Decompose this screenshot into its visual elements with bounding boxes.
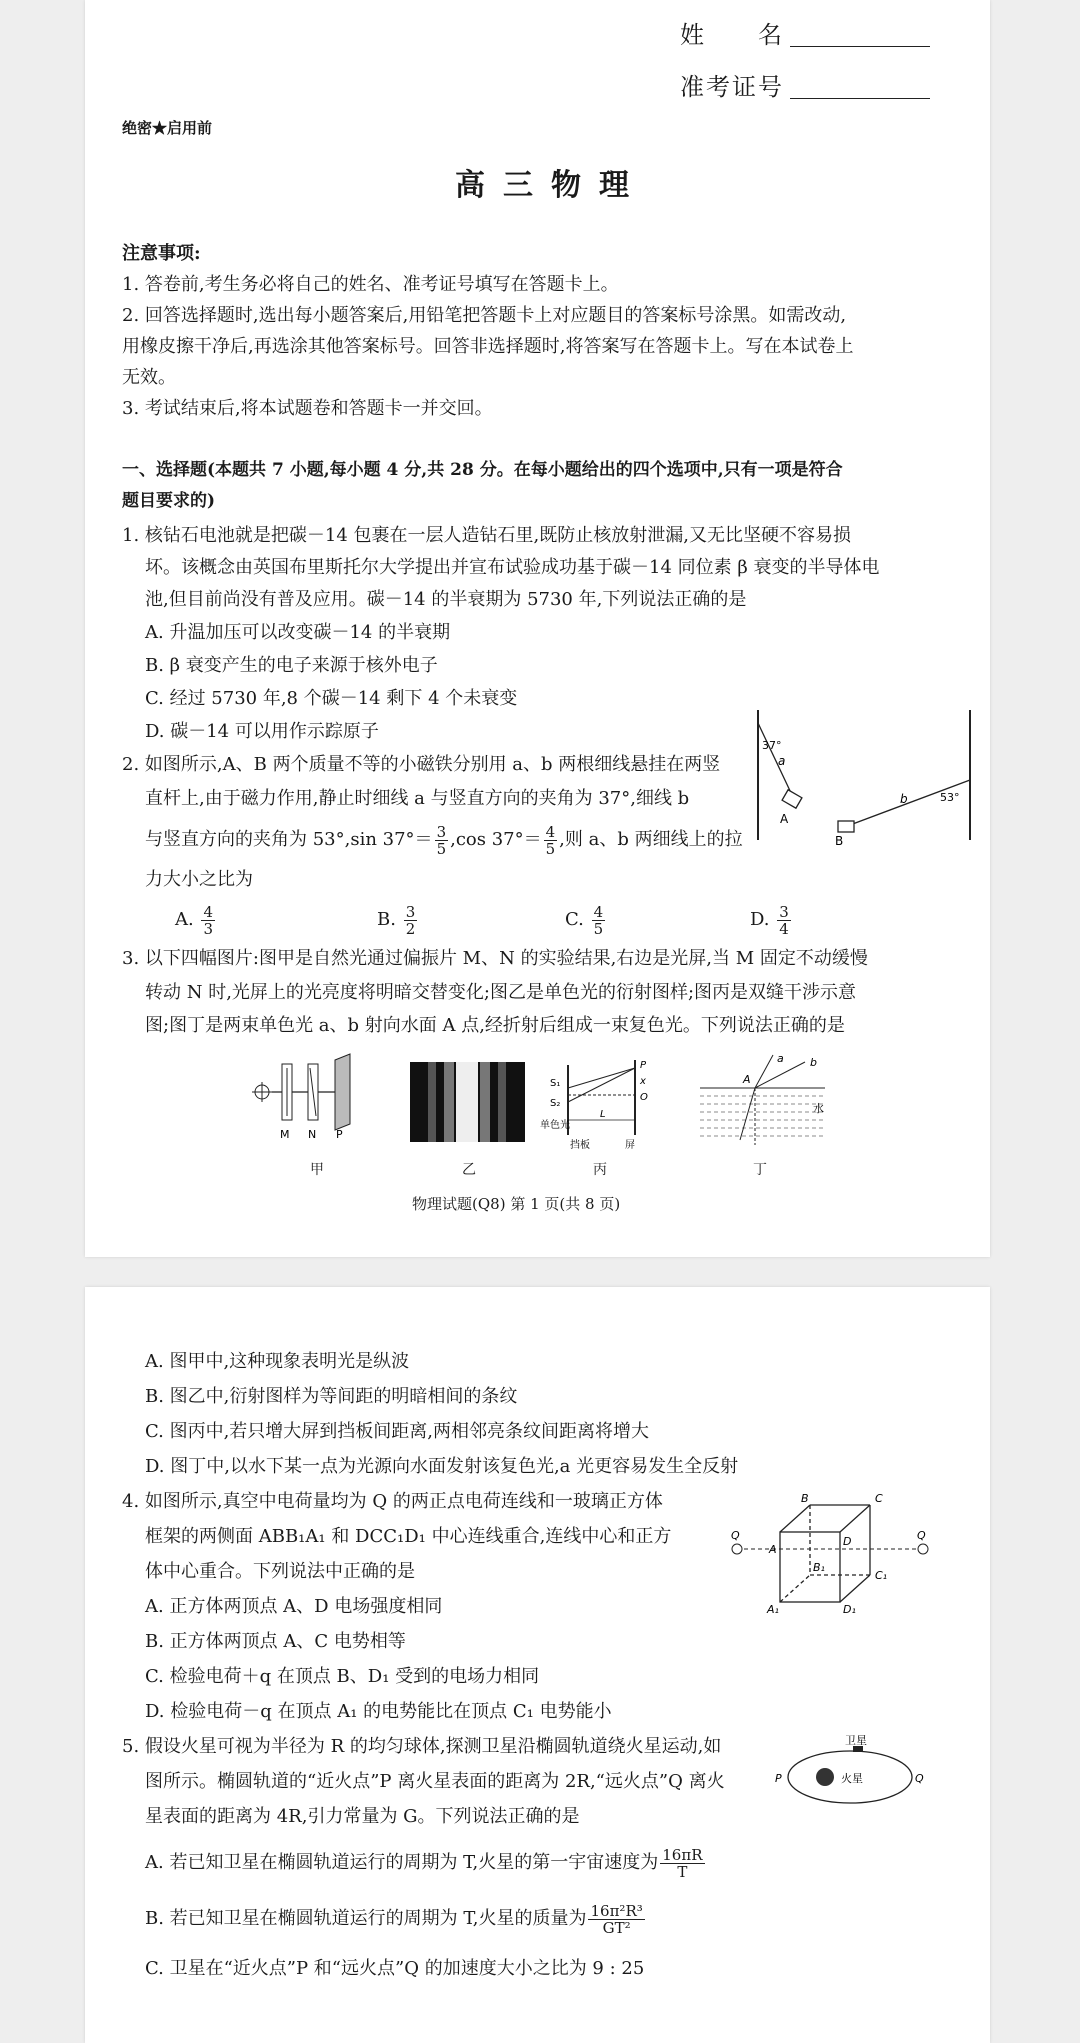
- q2-line4: 力大小之比为: [145, 869, 253, 890]
- svg-text:a: a: [777, 1052, 784, 1065]
- svg-text:D: D: [843, 1535, 852, 1548]
- svg-text:B: B: [801, 1492, 809, 1505]
- q3-line3: 图;图丁是两束单色光 a、b 射向水面 A 点,经折射后组成一束复色光。下列说法正确的是: [145, 1015, 845, 1036]
- water-body: [700, 1096, 825, 1136]
- q4-option-c: C. 检验电荷＋q 在顶点 B、D₁ 受到的电场力相同: [145, 1666, 540, 1687]
- name-label: 姓 名: [680, 21, 784, 49]
- q3-option-d: D. 图丁中,以水下某一点为光源向水面发射该复色光,a 光更容易发生全反射: [145, 1456, 739, 1477]
- label-a: a: [778, 754, 786, 768]
- svg-text:Q: Q: [917, 1529, 926, 1542]
- svg-text:水: 水: [813, 1102, 824, 1115]
- q2-option-c: C. $\frac{4}{5}$: [565, 902, 604, 938]
- svg-text:O: O: [640, 1092, 648, 1103]
- note-2-line1: 2. 回答选择题时,选出每小题答案后,用铅笔把答题卡上对应题目的答案标号涂黑。如需改动,: [122, 305, 847, 326]
- id-label: 准考证号: [680, 73, 784, 101]
- magnet-a: [782, 790, 802, 808]
- id-blank[interactable]: [790, 74, 930, 99]
- q3-figure-yi: [410, 1062, 525, 1142]
- q1-option-b: B. β 衰变产生的电子来源于核外电子: [145, 655, 438, 676]
- mars-icon: [816, 1768, 834, 1786]
- q3-option-a: A. 图甲中,这种现象表明光是纵波: [145, 1351, 410, 1372]
- q3-line1: 3. 以下四幅图片:图甲是自然光通过偏振片 M、N 的实验结果,右边是光屏,当 M 固定不动缓慢: [122, 948, 868, 969]
- name-field-row: [680, 22, 930, 47]
- page-footer: 物理试题(Q8) 第 1 页(共 8 页): [412, 1195, 621, 1213]
- fig-label-bing: 丙: [593, 1162, 607, 1178]
- q5-option-a: A. 若已知卫星在椭圆轨道运行的周期为 T,火星的第一宇宙速度为 $\frac{16\pi R}{T}$: [145, 1845, 703, 1881]
- svg-text:b: b: [810, 1056, 817, 1069]
- svg-text:L: L: [600, 1109, 606, 1120]
- cube: [780, 1505, 870, 1602]
- q2-option-b: B. $\frac{3}{2}$: [377, 902, 416, 938]
- q3-figure-jia: [250, 1050, 365, 1155]
- q1-line2: 坏。该概念由英国布里斯托尔大学提出并宣布试验成功基于碳－14 同位素 β 衰变的半导体电: [145, 557, 880, 578]
- q3-option-b: B. 图乙中,衍射图样为等间距的明暗相间的条纹: [145, 1386, 518, 1407]
- label-b: b: [900, 792, 908, 806]
- q1-option-a: A. 升温加压可以改变碳－14 的半衰期: [145, 622, 451, 643]
- q1-option-c: C. 经过 5730 年,8 个碳－14 剩下 4 个未衰变: [145, 688, 518, 709]
- section1-line1: 一、选择题(本题共 7 小题,每小题 4 分,共 28 分。在每小题给出的四个选项中,只有一项是符合: [122, 460, 843, 480]
- fig-label-ding: 丁: [753, 1162, 767, 1178]
- q1-line1: 1. 核钻石电池就是把碳－14 包裹在一层人造钻石里,既防止核放射泄漏,又无比坚硬不容易损: [122, 525, 851, 546]
- q4-cube-figure: [725, 1487, 935, 1617]
- label-A: A: [780, 812, 789, 826]
- svg-text:x: x: [640, 1076, 646, 1087]
- svg-text:挡板: 挡板: [570, 1140, 590, 1151]
- angle-a-label: 37°: [762, 739, 782, 752]
- q4-option-a: A. 正方体两顶点 A、D 电场强度相同: [145, 1596, 443, 1617]
- q4-option-b: B. 正方体两顶点 A、C 电势相等: [145, 1631, 406, 1652]
- q2-figure: [740, 705, 980, 845]
- svg-text:单色光: 单色光: [540, 1120, 570, 1131]
- svg-text:A: A: [769, 1543, 777, 1556]
- svg-text:C: C: [875, 1492, 883, 1505]
- q5-option-b: B. 若已知卫星在椭圆轨道运行的周期为 T,火星的质量为 $\frac{\text{16π²R³}}{\text{GT²}}$: [145, 1901, 643, 1937]
- q2-option-d: D. $\frac{3}{4}$: [750, 902, 789, 938]
- svg-text:S₁: S₁: [550, 1078, 561, 1089]
- note-2-line3: 无效。: [122, 367, 176, 388]
- q4-line2: 框架的两侧面 ABB₁A₁ 和 DCC₁D₁ 中心连线重合,连线中心和正方: [145, 1526, 672, 1547]
- fig-label-yi: 乙: [462, 1162, 476, 1178]
- q5-option-c: C. 卫星在“近火点”P 和“远火点”Q 的加速度大小之比为 9 : 25: [145, 1958, 645, 1979]
- svg-text:火星: 火星: [841, 1772, 863, 1785]
- q1-option-d: D. 碳－14 可以用作示踪原子: [145, 721, 379, 742]
- notes-heading: 注意事项:: [122, 243, 201, 264]
- label-B: B: [835, 834, 844, 845]
- svg-text:P: P: [640, 1060, 647, 1071]
- thread-a: [758, 723, 792, 795]
- q3-figure-ding: [695, 1050, 835, 1155]
- id-field-row: [680, 74, 930, 99]
- svg-text:C₁: C₁: [875, 1569, 888, 1582]
- q2-option-a: A. $\frac{4}{3}$: [175, 902, 214, 938]
- svg-text:B₁: B₁: [813, 1561, 825, 1574]
- screen-p: [335, 1054, 350, 1130]
- svg-text:A₁: A₁: [767, 1603, 779, 1616]
- q2-line2: 直杆上,由于磁力作用,静止时细线 a 与竖直方向的夹角为 37°,细线 b: [145, 788, 690, 809]
- q2-line1: 2. 如图所示,A、B 两个质量不等的小磁铁分别用 a、b 两根细线悬挂在两竖: [122, 754, 721, 775]
- q4-line1: 4. 如图所示,真空中电荷量均为 Q 的两正点电荷连线和一玻璃正方体: [122, 1491, 663, 1512]
- page-title: 高三物理: [455, 168, 647, 203]
- svg-text:Q: Q: [731, 1529, 740, 1542]
- note-3: 3. 考试结束后,将本试题卷和答题卡一并交回。: [122, 398, 493, 419]
- exam-page-1: [85, 0, 990, 1257]
- q5-line3: 星表面的距离为 4R,引力常量为 G。下列说法正确的是: [145, 1806, 580, 1827]
- q5-orbit-figure: [775, 1732, 925, 1812]
- q2-frac-sin: $\frac{3}{5}$: [436, 822, 447, 858]
- q1-line3: 池,但目前尚没有普及应用。碳－14 的半衰期为 5730 年,下列说法正确的是: [145, 589, 747, 610]
- q3-figure-bing: [540, 1050, 660, 1155]
- angle-b-label: 53°: [940, 791, 960, 804]
- svg-text:P: P: [775, 1772, 782, 1785]
- q2-line3: 与竖直方向的夹角为 53°,sin 37°＝ $\frac{3}{5}$ ,cos 37°＝ $\frac{4}{5}$ ,则 a、b 两细线上的拉: [145, 822, 743, 858]
- magnet-b: [838, 821, 854, 832]
- svg-text:A: A: [743, 1073, 751, 1086]
- svg-text:P: P: [336, 1128, 343, 1141]
- exam-page-2: [85, 1287, 990, 2043]
- svg-text:S₂: S₂: [550, 1098, 561, 1109]
- q2-frac-cos: $\frac{4}{5}$: [545, 822, 556, 858]
- charge-left: [732, 1544, 742, 1554]
- svg-text:N: N: [308, 1128, 317, 1141]
- q4-line3: 体中心重合。下列说法中正确的是: [145, 1561, 415, 1582]
- note-1: 1. 答卷前,考生务必将自己的姓名、准考证号填写在答题卡上。: [122, 274, 619, 295]
- secret-mark: 绝密★启用前: [122, 119, 213, 137]
- q5-line1: 5. 假设火星可视为半径为 R 的均匀球体,探测卫星沿椭圆轨道绕火星运动,如: [122, 1736, 722, 1757]
- section1-line2: 题目要求的): [122, 491, 216, 511]
- svg-text:屏: 屏: [625, 1140, 635, 1151]
- svg-text:Q: Q: [915, 1772, 924, 1785]
- q3-line2: 转动 N 时,光屏上的光亮度将明暗交替变化;图乙是单色光的衍射图样;图丙是双缝干涉示意: [145, 982, 857, 1003]
- note-2-line2: 用橡皮擦干净后,再选涂其他答案标号。回答非选择题时,将答案写在答题卡上。写在本试卷上: [122, 336, 854, 357]
- q5-line2: 图所示。椭圆轨道的“近火点”P 离火星表面的距离为 2R,“远火点”Q 离火: [145, 1771, 725, 1792]
- svg-text:D₁: D₁: [843, 1603, 856, 1616]
- charge-right: [918, 1544, 928, 1554]
- fig-label-jia: 甲: [310, 1162, 324, 1178]
- name-blank[interactable]: [790, 22, 930, 47]
- q4-option-d: D. 检验电荷－q 在顶点 A₁ 的电势能比在顶点 C₁ 电势能小: [145, 1701, 612, 1722]
- svg-text:卫星: 卫星: [845, 1734, 867, 1747]
- svg-text:M: M: [280, 1128, 290, 1141]
- q3-option-c: C. 图丙中,若只增大屏到挡板间距离,两相邻亮条纹间距离将增大: [145, 1421, 650, 1442]
